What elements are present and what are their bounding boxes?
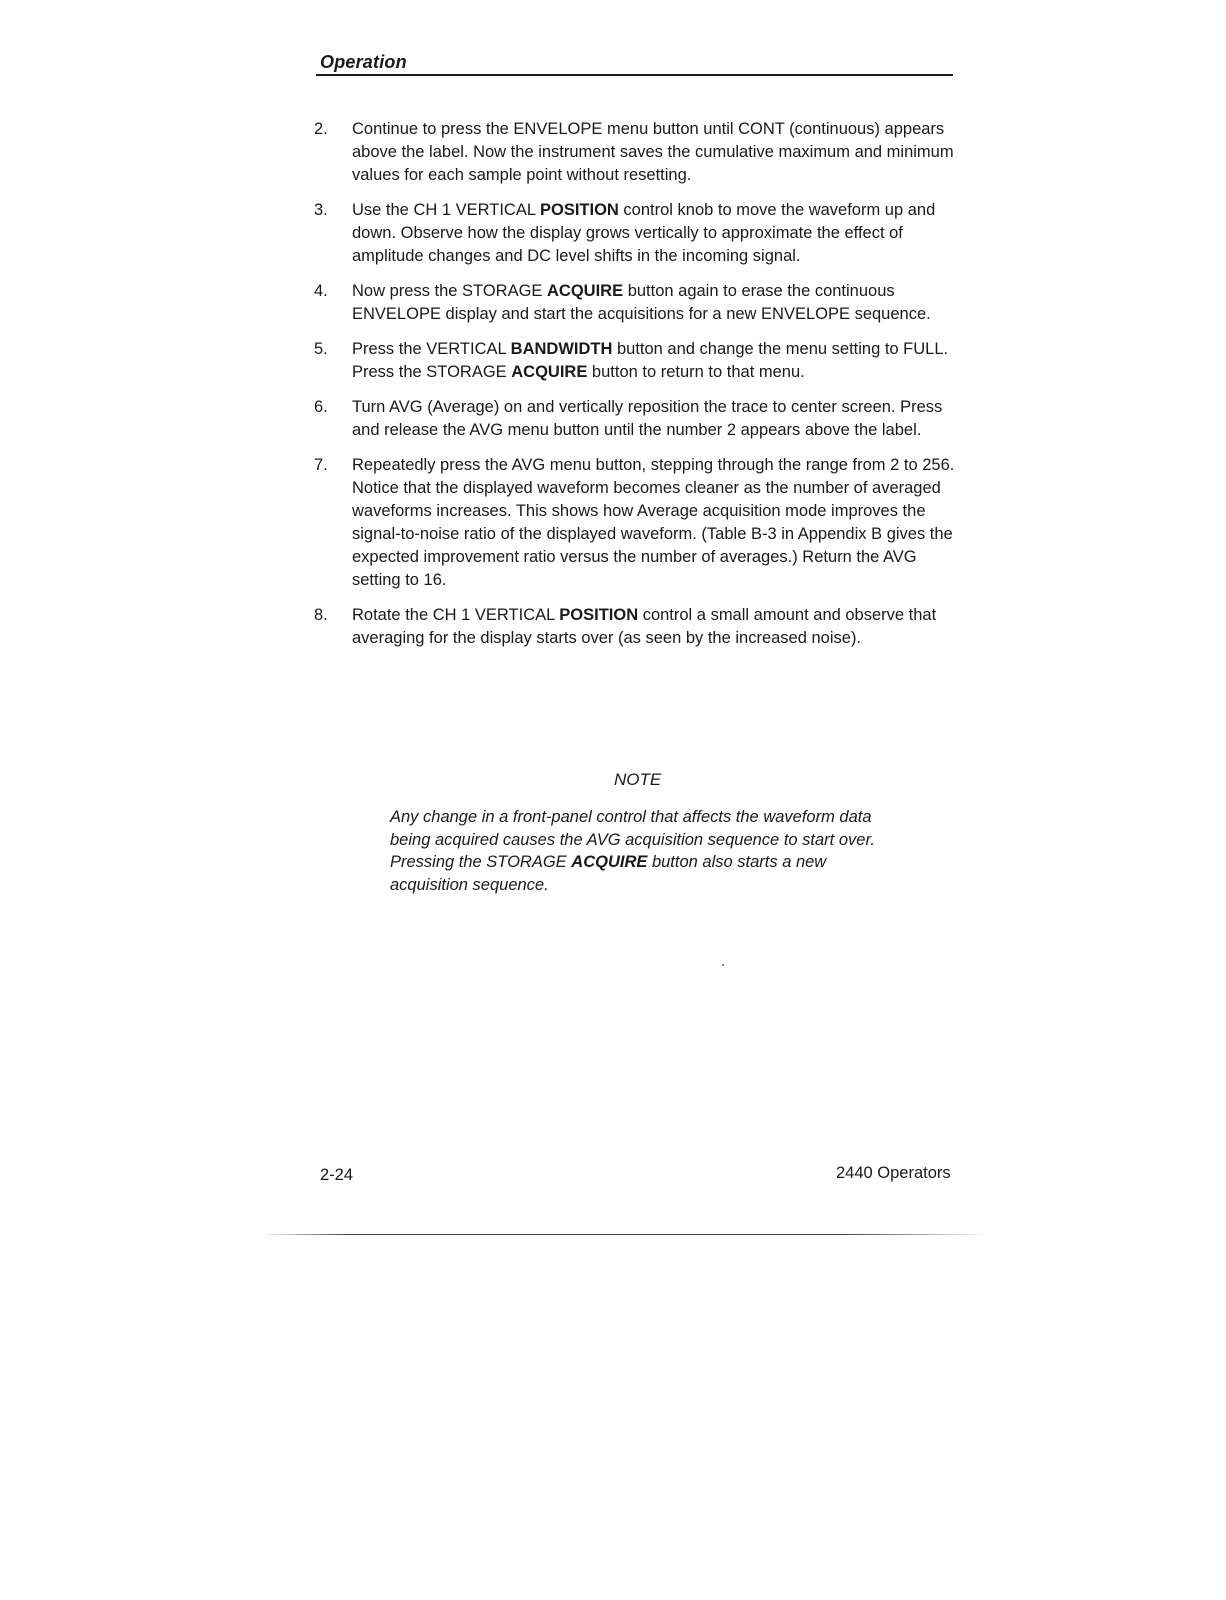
control-name: ACQUIRE — [571, 853, 648, 871]
control-name: ACQUIRE — [547, 282, 624, 300]
step-5 — [314, 338, 964, 384]
note-title: NOTE — [614, 770, 662, 789]
step-8 — [314, 604, 964, 650]
page-number: 2-24 — [320, 1166, 354, 1184]
step-text-part: button again to erase the continuous ENVELOPE display and start the acquisitions for a new ENVELOPE sequence. — [352, 282, 931, 323]
step-text-part: control knob to move the waveform up and down. Observe how the display grows vertically to approximate the effect of amplitude changes and DC level shifts in the incoming signal. — [352, 201, 936, 265]
manual-title: 2440 Operators — [836, 1164, 951, 1182]
control-name: POSITION — [540, 201, 619, 219]
step-number: 4. — [314, 282, 328, 300]
control-name: POSITION — [559, 606, 639, 624]
section-header-title: Operation — [320, 52, 407, 72]
step-text — [352, 606, 936, 647]
control-name: ACQUIRE — [511, 363, 588, 381]
step-number: 6. — [314, 398, 328, 416]
step-text: Repeatedly press the AVG menu button, stepping through the range from 2 to 256. Notice that the displayed waveform becomes cleaner as the number of averaged waveforms increases. This shows how Average acquisition mode improves the signal-to-noise ratio of the displayed waveform. (Table B-3 in Appendix B gives the expected improvement ratio versus the number of averages.) Return the AVG setting to 16. — [352, 456, 955, 589]
step-number: 8. — [314, 606, 328, 624]
scan-speck — [722, 964, 724, 966]
step-text-part: button to return to that menu. — [587, 363, 805, 381]
note-text-part: Any change in a front-panel control that affects the waveform data being acquired causes the AVG acquisition sequence to start over. Pressing the STORAGE — [390, 808, 875, 871]
step-4 — [314, 280, 964, 326]
step-text-part: Now press the STORAGE — [352, 282, 548, 300]
step-text-part: button and change the menu setting to FULL. Press the STORAGE — [352, 340, 949, 381]
step-text: Turn AVG (Average) on and vertically reposition the trace to center screen. Press and release the AVG menu button until the number 2 appears above the label. — [352, 398, 943, 439]
step-text-part: Rotate the CH 1 VERTICAL — [352, 606, 560, 624]
procedure-steps — [314, 118, 964, 662]
step-text: Continue to press the ENVELOPE menu button until CONT (continuous) appears above the label. Now the instrument saves the cumulative maximum and minimum values for each sample point without resetting. — [352, 120, 954, 184]
step-text-part: Use the CH 1 VERTICAL — [352, 201, 540, 219]
step-number: 3. — [314, 201, 328, 219]
header-rule — [316, 74, 953, 76]
step-text — [352, 201, 935, 265]
step-3 — [314, 199, 964, 268]
control-name: BANDWIDTH — [510, 340, 613, 358]
step-text-part: control a small amount and observe that averaging for the display starts over (as seen by the increased noise). — [352, 606, 937, 647]
step-number: 7. — [314, 456, 328, 474]
step-6 — [314, 396, 964, 442]
step-7 — [314, 454, 964, 592]
step-number: 2. — [314, 120, 328, 138]
step-number: 5. — [314, 340, 328, 358]
step-text-part: Press the VERTICAL — [352, 340, 511, 358]
step-text — [352, 340, 948, 381]
step-2 — [314, 118, 964, 187]
step-text — [352, 282, 931, 323]
note-body — [390, 806, 890, 896]
note-text-part: button also starts a new acquisition sequence. — [390, 853, 827, 894]
page-edge-line — [260, 1234, 990, 1235]
